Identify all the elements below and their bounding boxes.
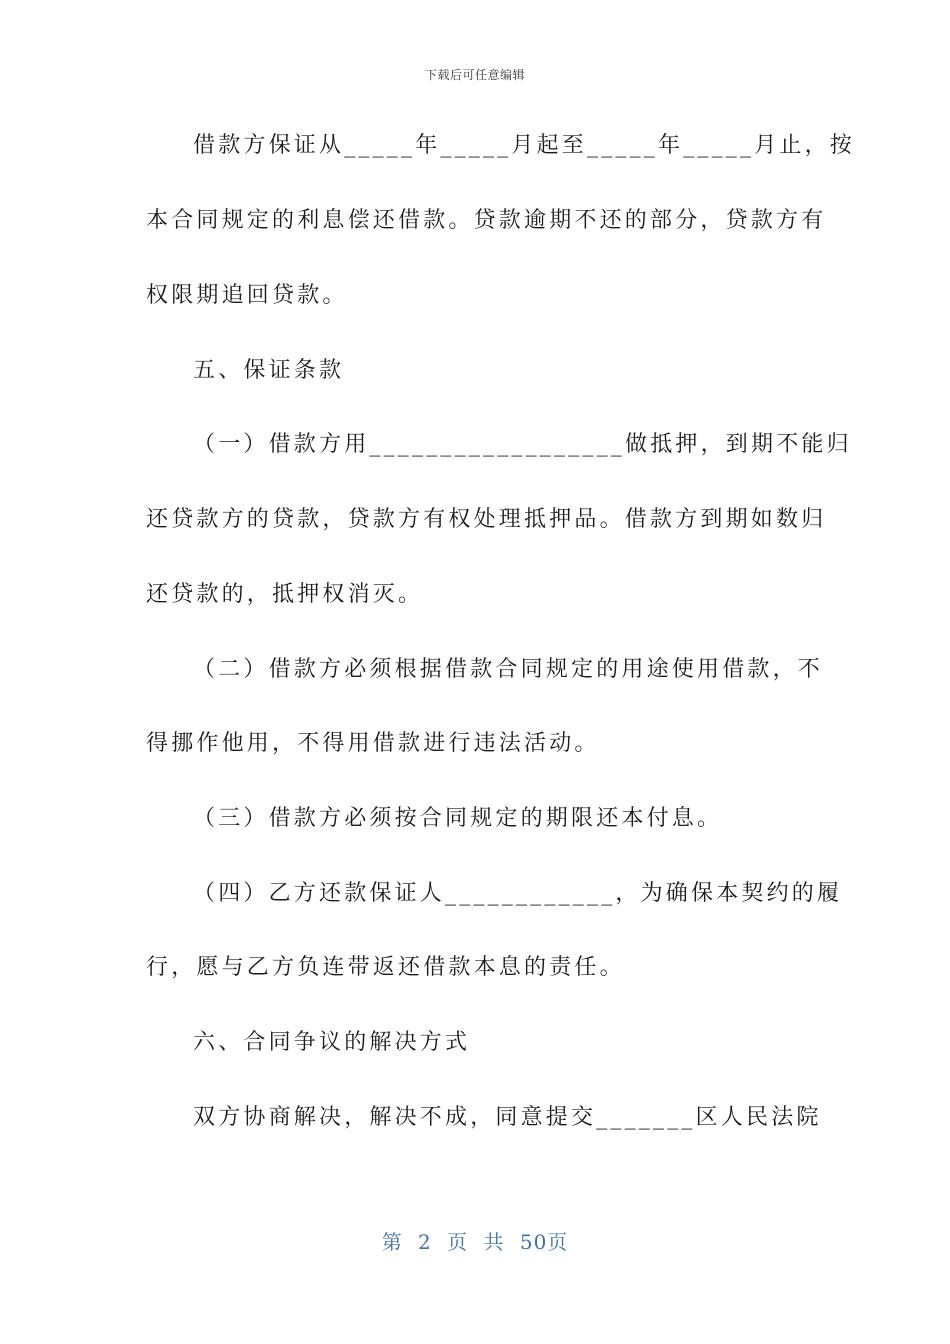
footer-prefix: 第 xyxy=(381,1230,403,1254)
body-line-11: （四）乙方还款保证人____________，为确保本契约的履 xyxy=(193,881,843,906)
body-line-5: （一）借款方用__________________做抵押，到期不能归 xyxy=(193,432,852,457)
section-heading-5: 五、保证条款 xyxy=(193,358,345,383)
body-line-12: 行，愿与乙方负连带返还借款本息的责任。 xyxy=(146,955,625,980)
footer-mid: 页 xyxy=(447,1230,469,1254)
body-line-6: 还贷款方的贷款，贷款方有权处理抵押品。借款方到期如数归 xyxy=(146,507,827,532)
body-line-3: 权限期追回贷款。 xyxy=(146,283,348,308)
body-line-14: 双方协商解决，解决不成，同意提交_______区人民法院 xyxy=(193,1105,822,1130)
body-line-1: 借款方保证从_____年_____月起至_____年_____月止，按 xyxy=(193,133,856,158)
body-line-2: 本合同规定的利息偿还借款。贷款逾期不还的部分，贷款方有 xyxy=(146,208,827,233)
body-line-8: （二）借款方必须根据借款合同规定的用途使用借款，不 xyxy=(193,657,824,682)
page-footer xyxy=(0,1226,950,1255)
footer-total: 50页 xyxy=(519,1230,569,1254)
body-line-9: 得挪作他用，不得用借款进行违法活动。 xyxy=(146,731,600,756)
footer-page-number: 2 xyxy=(418,1230,432,1254)
footer-total-label: 共 xyxy=(483,1230,505,1254)
page-header-note: 下载后可任意编辑 xyxy=(424,68,525,82)
body-line-7: 还贷款的，抵押权消灭。 xyxy=(146,582,424,607)
body-line-10: （三）借款方必须按合同规定的期限还本付息。 xyxy=(193,806,723,831)
section-heading-6: 六、合同争议的解决方式 xyxy=(193,1030,471,1055)
